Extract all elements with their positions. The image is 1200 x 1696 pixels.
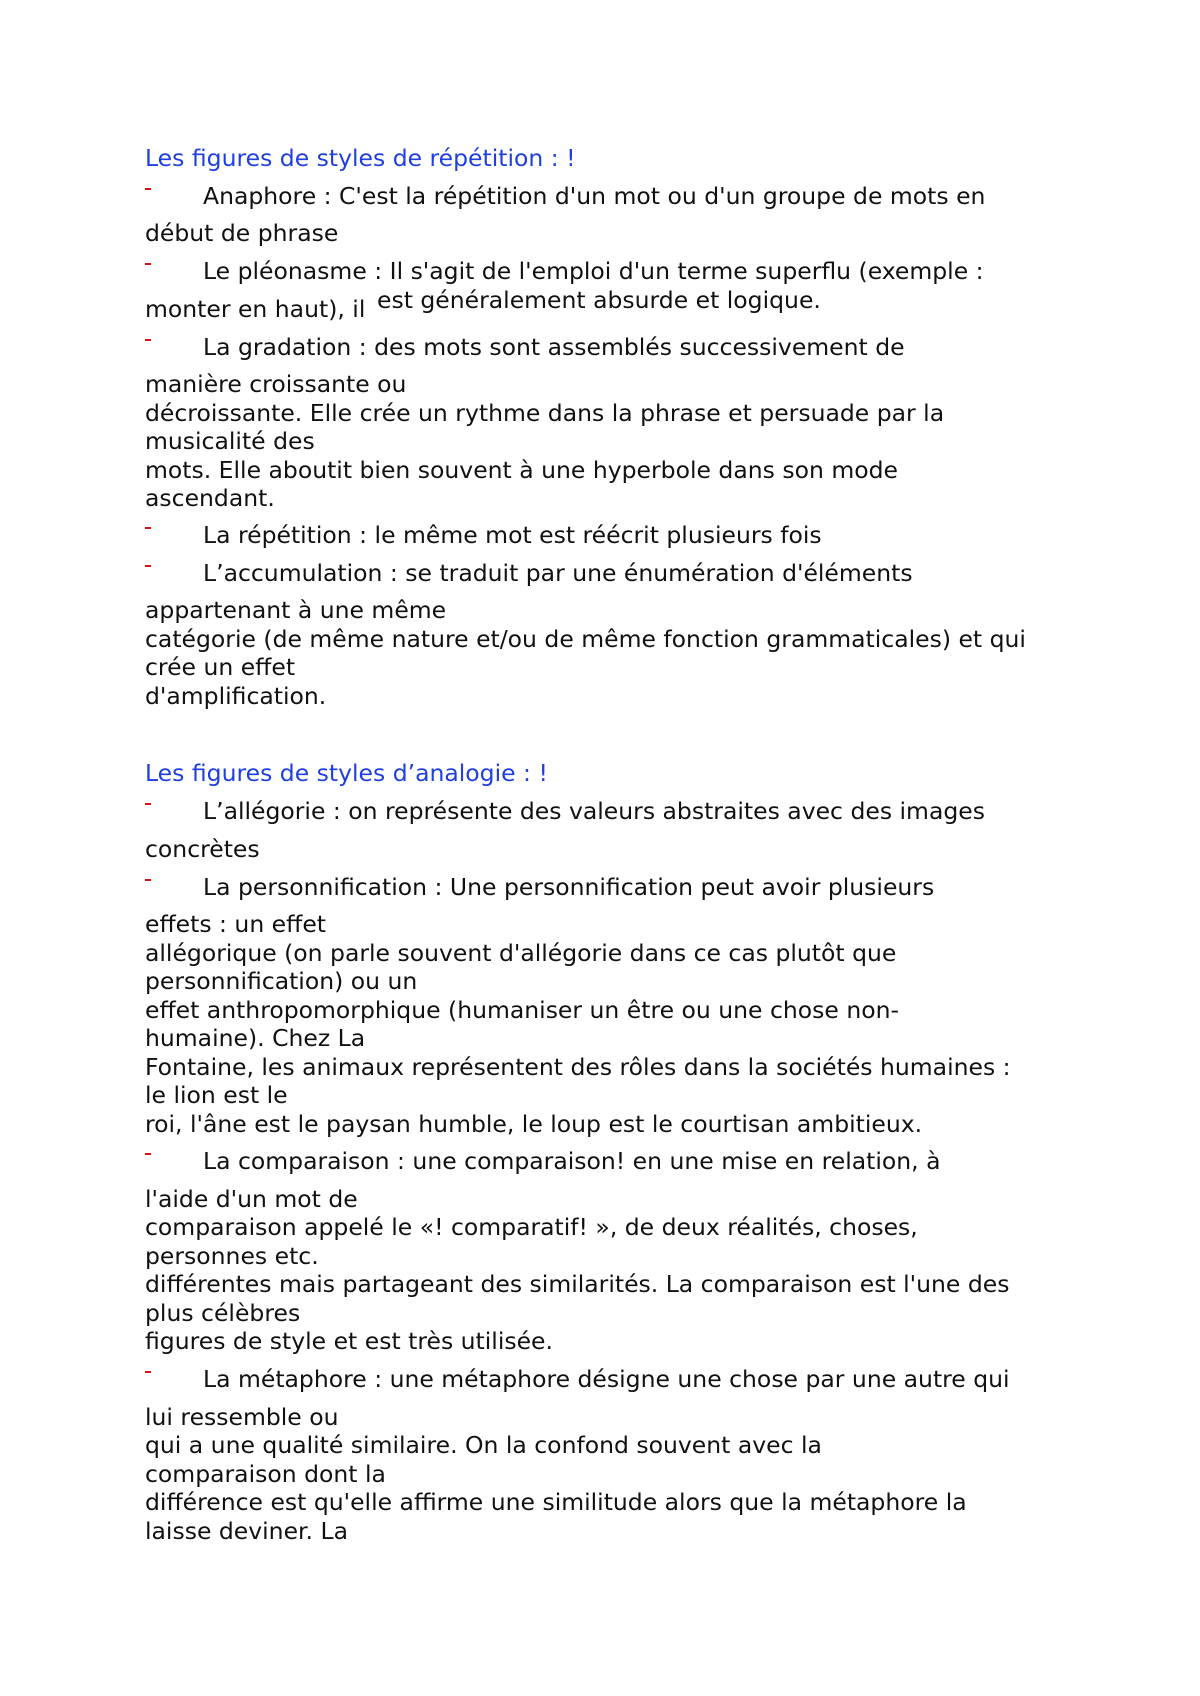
item-allegorie-line: L’allégorie : on représente des valeurs abstraites avec des images [203, 797, 985, 825]
item-comparaison-line: figures de style et est très utilisée. [145, 1327, 553, 1355]
item-accumulation-line: catégorie (de même nature et/ou de même fonction grammaticales) et qui [145, 625, 1026, 653]
item-comparaison-line: l'aide d'un mot de [145, 1185, 358, 1213]
bullet-dash [145, 188, 151, 190]
item-gradation-line: décroissante. Elle crée un rythme dans la phrase et persuade par la [145, 399, 945, 427]
item-personnification-line: effets : un effet [145, 910, 327, 938]
item-personnification-line: allégorique (on parle souvent d'allégorie dans ce cas plutôt que [145, 939, 897, 967]
item-personnification-line: humaine). Chez La [145, 1024, 366, 1052]
item-metaphore-line: différence est qu'elle affirme une similitude alors que la métaphore la [145, 1488, 967, 1516]
bullet-dash [145, 263, 151, 265]
item-personnification-line: La personnification : Une personnification peut avoir plusieurs [203, 873, 935, 901]
item-accumulation-line: crée un effet [145, 653, 296, 681]
item-personnification-line: le lion est le [145, 1081, 288, 1109]
item-metaphore-line: comparaison dont la [145, 1460, 386, 1488]
section-heading-repetition: Les figures de styles de répétition : ! [145, 144, 576, 172]
item-comparaison-line: différentes mais partageant des similarités. La comparaison est l'une des [145, 1270, 1010, 1298]
item-comparaison-line: plus célèbres [145, 1299, 301, 1327]
item-anaphore-line: Anaphore : C'est la répétition d'un mot ou d'un groupe de mots en [203, 182, 986, 210]
item-metaphore-line: lui ressemble ou [145, 1403, 339, 1431]
item-personnification-line: roi, l'âne est le paysan humble, le loup est le courtisan ambitieux. [145, 1110, 923, 1138]
bullet-dash [145, 1153, 151, 1155]
bullet-dash [145, 879, 151, 881]
item-metaphore-line: La métaphore : une métaphore désigne une chose par une autre qui [203, 1365, 1010, 1393]
bullet-dash [145, 565, 151, 567]
item-metaphore-line: qui a une qualité similaire. On la confond souvent avec la [145, 1431, 822, 1459]
item-accumulation-line: d'amplification. [145, 682, 327, 710]
bullet-dash [145, 1371, 151, 1373]
item-gradation-line: manière croissante ou [145, 370, 407, 398]
item-comparaison-line: personnes etc. [145, 1242, 319, 1270]
item-allegorie-line: concrètes [145, 835, 260, 863]
item-gradation-line: musicalité des [145, 427, 315, 455]
item-gradation-line: ascendant. [145, 484, 275, 512]
item-accumulation-line: L’accumulation : se traduit par une énumération d'éléments [203, 559, 913, 587]
item-anaphore-line: début de phrase [145, 219, 339, 247]
item-pleonasme-line: Le pléonasme : Il s'agit de l'emploi d'un terme superflu (exemple : [203, 257, 984, 285]
item-pleonasme-line: est généralement absurde et logique. [377, 286, 821, 314]
item-repetition-line: La répétition : le même mot est réécrit plusieurs fois [203, 521, 822, 549]
section-heading-analogie: Les figures de styles d’analogie : ! [145, 759, 548, 787]
item-gradation-line: La gradation : des mots sont assemblés successivement de [203, 333, 905, 361]
bullet-dash [145, 339, 151, 341]
item-personnification-line: Fontaine, les animaux représentent des rôles dans la sociétés humaines : [145, 1053, 1011, 1081]
bullet-dash [145, 527, 151, 529]
item-comparaison-line: comparaison appelé le «! comparatif! », de deux réalités, choses, [145, 1213, 918, 1241]
item-personnification-line: personnification) ou un [145, 967, 418, 995]
item-personnification-line: effet anthropomorphique (humaniser un être ou une chose non- [145, 996, 899, 1024]
bullet-dash [145, 803, 151, 805]
item-metaphore-line: laisse deviner. La [145, 1517, 348, 1545]
item-gradation-line: mots. Elle aboutit bien souvent à une hyperbole dans son mode [145, 456, 898, 484]
item-accumulation-line: appartenant à une même [145, 596, 447, 624]
item-comparaison-line: La comparaison : une comparaison! en une mise en relation, à [203, 1147, 941, 1175]
item-pleonasme-line: monter en haut), il [145, 295, 366, 323]
